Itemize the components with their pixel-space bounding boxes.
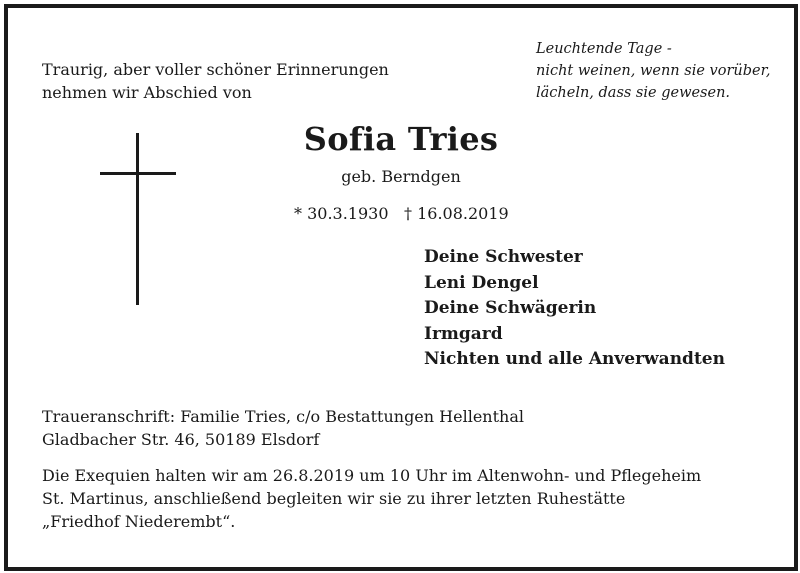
mourner-line: Leni Dengel	[424, 272, 539, 293]
mourner-line: Deine Schwägerin	[424, 298, 597, 318]
address-line-1: Traueranschrift: Familie Tries, c/o Bestattungen Hellenthal	[42, 407, 524, 426]
intro-text	[42, 58, 389, 104]
service-line-3: „Friedhof Niederembt“.	[42, 512, 236, 531]
mourner-line: Nichten und alle Anverwandten	[424, 349, 725, 369]
death-date: † 16.08.2019	[404, 204, 509, 223]
funeral-service-info	[42, 464, 701, 533]
obituary-frame	[4, 4, 798, 571]
deceased-name: Sofia Tries	[303, 120, 499, 158]
memorial-quote	[536, 38, 771, 104]
service-line-1: Die Exequien halten wir am 26.8.2019 um 10 Uhr im Altenwohn- und Pflegeheim	[42, 466, 702, 485]
mourners-list	[424, 245, 725, 373]
mourning-address	[42, 405, 524, 451]
quote-line-2: nicht weinen, wenn sie vorüber,	[536, 63, 771, 79]
mourner-line: Irmgard	[424, 323, 503, 344]
service-line-2: St. Martinus, anschließend begleiten wir sie zu ihrer letzten Ruhestätte	[42, 489, 626, 508]
quote-line-1: Leuchtende Tage -	[536, 41, 672, 57]
intro-line-2: nehmen wir Abschied von	[42, 83, 252, 102]
cross-vertical-bar	[136, 133, 139, 305]
quote-line-3: lächeln, dass sie gewesen.	[536, 85, 731, 101]
address-line-2: Gladbacher Str. 46, 50189 Elsdorf	[42, 430, 320, 449]
birth-date: * 30.3.1930	[294, 204, 389, 223]
birth-name: geb. Berndgen	[341, 167, 461, 186]
intro-line-1: Traurig, aber voller schöner Erinnerungen	[42, 60, 389, 79]
mourner-line: Deine Schwester	[424, 247, 583, 267]
